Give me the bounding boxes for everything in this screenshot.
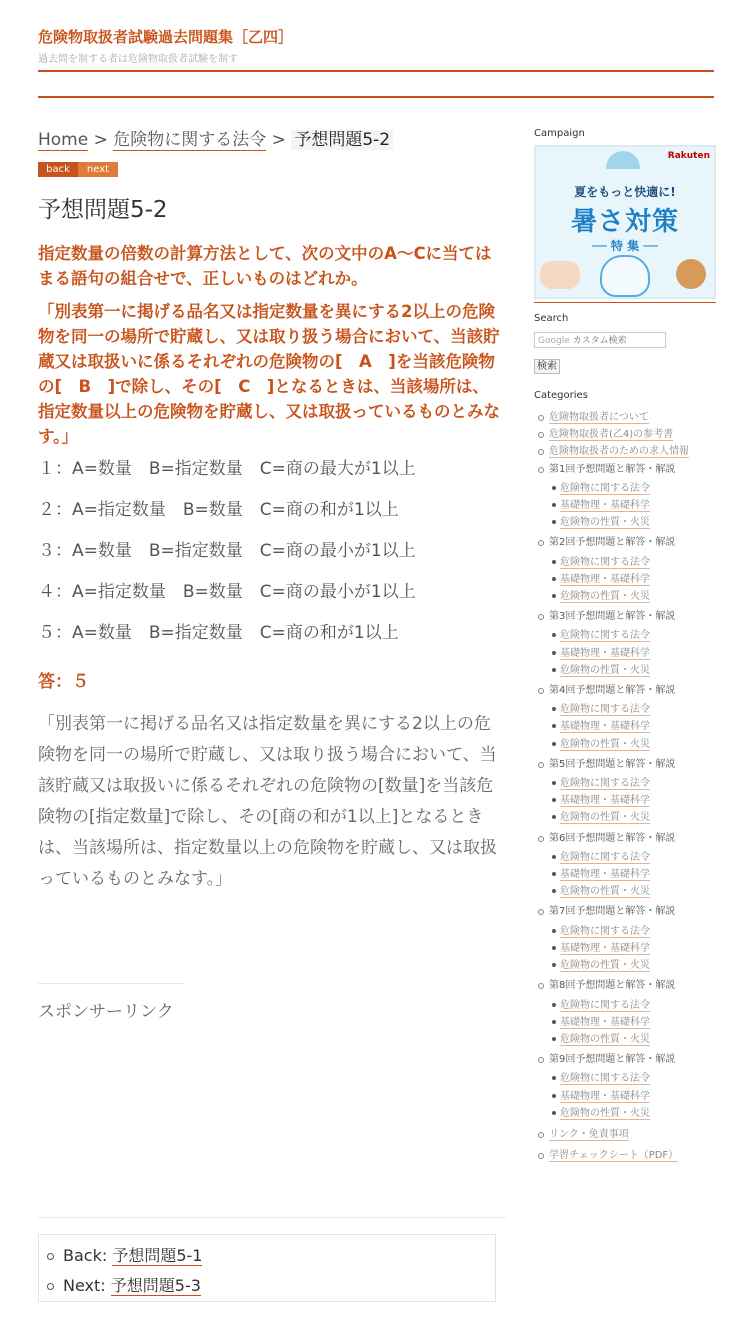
category-group-label[interactable]: 第5回予想問題と解答・解説 bbox=[549, 758, 676, 770]
subcategory-link[interactable]: 危険物に関する法令 bbox=[560, 556, 650, 568]
nav-divider bbox=[38, 96, 714, 98]
breadcrumb-category[interactable]: 危険物に関する法令 bbox=[113, 130, 267, 150]
category-link[interactable]: 学習チェックシート（PDF） bbox=[549, 1150, 679, 1162]
category-list bbox=[534, 409, 716, 1164]
subcategory-list bbox=[549, 849, 716, 901]
header-divider bbox=[38, 70, 714, 72]
category-group-label[interactable]: 第4回予想問題と解答・解説 bbox=[549, 685, 676, 697]
category-link[interactable]: 危険物取扱者のための求人情報 bbox=[549, 446, 689, 458]
category-item bbox=[549, 426, 716, 443]
subcategory-link[interactable]: 危険物に関する法令 bbox=[560, 1073, 650, 1085]
answer-options bbox=[38, 457, 500, 645]
search-heading: Search bbox=[534, 313, 569, 324]
category-item bbox=[549, 1126, 716, 1143]
rakuten-logo: Rakuten bbox=[667, 151, 710, 161]
subcategory-item bbox=[560, 718, 716, 735]
category-group-label[interactable]: 第3回予想問題と解答・解説 bbox=[549, 611, 676, 623]
subcategory-list bbox=[549, 701, 716, 753]
subcategory-item bbox=[560, 957, 716, 974]
question-text: 指定数量の倍数の計算方法として、次の文中のA～Cに当てはまる語句の組合せで、正しいものはどれか。 bbox=[38, 244, 492, 288]
search-button[interactable]: 検索 bbox=[534, 359, 560, 374]
subcategory-link[interactable]: 基礎物理・基礎科学 bbox=[560, 647, 650, 659]
pillow-illustration bbox=[540, 261, 580, 289]
subcategory-item bbox=[560, 554, 716, 571]
prev-post-label: Back: bbox=[63, 1246, 108, 1265]
breadcrumb bbox=[38, 128, 500, 152]
option-1: １：A=数量 B=指定数量 C=商の最大が1以上 bbox=[38, 459, 416, 479]
categories-widget bbox=[534, 390, 716, 1164]
subcategory-link[interactable]: 基礎物理・基礎科学 bbox=[560, 721, 650, 733]
subcategory-item bbox=[560, 1105, 716, 1122]
back-button[interactable]: back bbox=[38, 162, 78, 177]
search-widget bbox=[534, 313, 716, 374]
option-3: ３：A=数量 B=指定数量 C=商の最小が1以上 bbox=[38, 541, 416, 561]
subcategory-item bbox=[560, 736, 716, 753]
google-label: Google bbox=[538, 336, 570, 346]
category-group bbox=[549, 1051, 716, 1122]
subcategory-link[interactable]: 危険物の性質・火災 bbox=[560, 664, 650, 676]
subcategory-link[interactable]: 基礎物理・基礎科学 bbox=[560, 500, 650, 512]
subcategory-item bbox=[560, 997, 716, 1014]
site-title[interactable]: 危険物取扱者試験過去問題集［乙四］ bbox=[38, 28, 294, 46]
subcategory-link[interactable]: 危険物の性質・火災 bbox=[560, 1033, 650, 1045]
search-placeholder: カスタム検索 bbox=[572, 336, 627, 346]
breadcrumb-home[interactable]: Home bbox=[38, 130, 89, 150]
subcategory-item bbox=[560, 571, 716, 588]
category-link[interactable]: 危険物取扱者(乙4)の参考書 bbox=[549, 429, 674, 441]
subcategory-item bbox=[560, 1014, 716, 1031]
subcategory-link[interactable]: 基礎物理・基礎科学 bbox=[560, 1016, 650, 1028]
subcategory-list bbox=[549, 775, 716, 827]
search-input[interactable] bbox=[534, 332, 666, 348]
subcategory-list bbox=[549, 627, 716, 679]
subcategory-item bbox=[560, 1031, 716, 1048]
subcategory-item bbox=[560, 792, 716, 809]
question-quote: 「別表第一に掲げる品名又は指定数量を異にする2以上の危険物を同一の場所で貯蔵し、又は取り扱う場合において、当該貯蔵又は取扱いに係るそれぞれの危険物の[ A ]を当該危険物の[ B ]で除し、その[ C ]となるときは、当該場所は、指定数量以上の危険物を貯蔵し、又は取扱っているものとみなす。」 bbox=[38, 302, 500, 446]
category-group bbox=[549, 534, 716, 605]
main-content bbox=[38, 124, 500, 912]
subcategory-item bbox=[560, 627, 716, 644]
category-group bbox=[549, 756, 716, 827]
prev-post-item bbox=[63, 1241, 495, 1271]
subcategory-link[interactable]: 危険物の性質・火災 bbox=[560, 1107, 650, 1119]
breadcrumb-current: 予想問題5-2 bbox=[291, 130, 393, 150]
category-group-label[interactable]: 第1回予想問題と解答・解説 bbox=[549, 463, 676, 475]
category-group-label[interactable]: 第9回予想問題と解答・解説 bbox=[549, 1054, 676, 1066]
subcategory-item bbox=[560, 1070, 716, 1087]
campaign-banner[interactable] bbox=[534, 145, 716, 299]
subcategory-list bbox=[549, 554, 716, 606]
category-group bbox=[549, 608, 716, 679]
subcategory-link[interactable]: 基礎物理・基礎科学 bbox=[560, 795, 650, 807]
category-group-label[interactable]: 第7回予想問題と解答・解説 bbox=[549, 906, 676, 918]
explanation: 「別表第一に掲げる品名又は指定数量を異にする2以上の危険物を同一の場所で貯蔵し、又は取り扱う場合において、当該貯蔵又は取扱いに係るそれぞれの危険物の[数量]を当該危険物の[指定数量]で除し、その[商の和が1以上]となるときは、当該場所は、指定数量以上の危険物を貯蔵し、又は取扱っているものとみなす。」 bbox=[38, 714, 497, 889]
subcategory-item bbox=[560, 849, 716, 866]
subcategory-item bbox=[560, 809, 716, 826]
subcategory-list bbox=[549, 923, 716, 975]
subcategory-item bbox=[560, 701, 716, 718]
category-group-label[interactable]: 第6回予想問題と解答・解説 bbox=[549, 832, 676, 844]
subcategory-link[interactable]: 危険物の性質・火災 bbox=[560, 738, 650, 750]
banner-subtitle: 夏をもっと快適に! bbox=[574, 185, 676, 199]
banner-title: 暑さ対策 bbox=[570, 207, 679, 237]
breadcrumb-separator: > bbox=[93, 130, 108, 150]
categories-heading: Categories bbox=[534, 390, 588, 401]
subcategory-link[interactable]: 危険物に関する法令 bbox=[560, 704, 650, 716]
subcategory-item bbox=[560, 662, 716, 679]
next-post-item bbox=[63, 1271, 495, 1301]
category-item bbox=[549, 443, 716, 460]
category-group-label[interactable]: 第2回予想問題と解答・解説 bbox=[549, 537, 676, 549]
prev-post-link[interactable]: 予想問題5-1 bbox=[112, 1246, 203, 1265]
subcategory-link[interactable]: 危険物の性質・火災 bbox=[560, 812, 650, 824]
category-group bbox=[549, 461, 716, 532]
category-link[interactable]: 危険物取扱者について bbox=[549, 412, 649, 423]
content-divider bbox=[38, 1217, 506, 1218]
subcategory-link[interactable]: 基礎物理・基礎科学 bbox=[560, 869, 650, 881]
subcategory-link[interactable]: 危険物の性質・火災 bbox=[560, 591, 650, 603]
subcategory-link[interactable]: 危険物に関する法令 bbox=[560, 999, 650, 1011]
subcategory-item bbox=[560, 940, 716, 957]
subcategory-link[interactable]: 危険物に関する法令 bbox=[560, 851, 650, 863]
subcategory-link[interactable]: 基礎物理・基礎科学 bbox=[560, 1090, 650, 1102]
category-item bbox=[549, 1147, 716, 1164]
subcategory-link[interactable]: 基礎物理・基礎科学 bbox=[560, 942, 650, 954]
next-post-label: Next: bbox=[63, 1276, 106, 1295]
subcategory-list bbox=[549, 480, 716, 532]
sidebar-divider bbox=[534, 302, 716, 303]
bear-illustration bbox=[600, 255, 650, 297]
sponsor-label: スポンサーリンク bbox=[38, 1002, 174, 1022]
subcategory-link[interactable]: 危険物に関する法令 bbox=[560, 925, 650, 937]
campaign-heading: Campaign bbox=[534, 128, 585, 139]
subcategory-list bbox=[549, 1070, 716, 1122]
sidebar bbox=[534, 128, 716, 1164]
subcategory-link[interactable]: 危険物の性質・火災 bbox=[560, 517, 650, 529]
subcategory-item bbox=[560, 514, 716, 531]
dog-illustration bbox=[676, 259, 706, 289]
breadcrumb-separator: > bbox=[271, 130, 286, 150]
subcategory-item bbox=[560, 866, 716, 883]
category-item bbox=[549, 409, 716, 426]
option-5: ５：A=数量 B=指定数量 C=商の和が1以上 bbox=[38, 623, 399, 643]
category-group bbox=[549, 682, 716, 753]
category-link[interactable]: リンク・免責事項 bbox=[549, 1128, 629, 1140]
subcategory-link[interactable]: 危険物に関する法令 bbox=[560, 630, 650, 642]
subcategory-item bbox=[560, 645, 716, 662]
site-tagline: 過去問を制する者は危険物取扱者試験を制す bbox=[38, 54, 238, 65]
subcategory-item bbox=[560, 923, 716, 940]
subcategory-link[interactable]: 危険物の性質・火災 bbox=[560, 960, 650, 972]
subcategory-link[interactable]: 危険物の性質・火災 bbox=[560, 886, 650, 898]
subcategory-item bbox=[560, 480, 716, 497]
option-2: ２：A=指定数量 B=数量 C=商の和が1以上 bbox=[38, 500, 399, 520]
pager bbox=[38, 162, 500, 177]
subcategory-list bbox=[549, 997, 716, 1049]
category-group bbox=[549, 977, 716, 1048]
subcategory-link[interactable]: 危険物に関する法令 bbox=[560, 778, 650, 790]
category-group bbox=[549, 903, 716, 974]
subcategory-item bbox=[560, 883, 716, 900]
page-title: 予想問題5-2 bbox=[38, 197, 168, 223]
sponsor-divider bbox=[38, 983, 184, 984]
sun-icon bbox=[606, 151, 640, 169]
category-group bbox=[549, 830, 716, 901]
next-post-link[interactable]: 予想問題5-3 bbox=[110, 1276, 201, 1295]
next-button[interactable]: next bbox=[78, 162, 118, 177]
banner-caption: ── 特 集 ── bbox=[592, 239, 658, 253]
subcategory-item bbox=[560, 1088, 716, 1105]
subcategory-link[interactable]: 基礎物理・基礎科学 bbox=[560, 573, 650, 585]
answer: 答：５ bbox=[38, 672, 89, 692]
subcategory-item bbox=[560, 775, 716, 792]
option-4: ４：A=指定数量 B=数量 C=商の最小が1以上 bbox=[38, 582, 416, 602]
subcategory-item bbox=[560, 588, 716, 605]
category-group-label[interactable]: 第8回予想問題と解答・解説 bbox=[549, 980, 676, 992]
subcategory-link[interactable]: 危険物に関する法令 bbox=[560, 482, 650, 494]
subcategory-item bbox=[560, 497, 716, 514]
post-navigation bbox=[38, 1234, 496, 1302]
